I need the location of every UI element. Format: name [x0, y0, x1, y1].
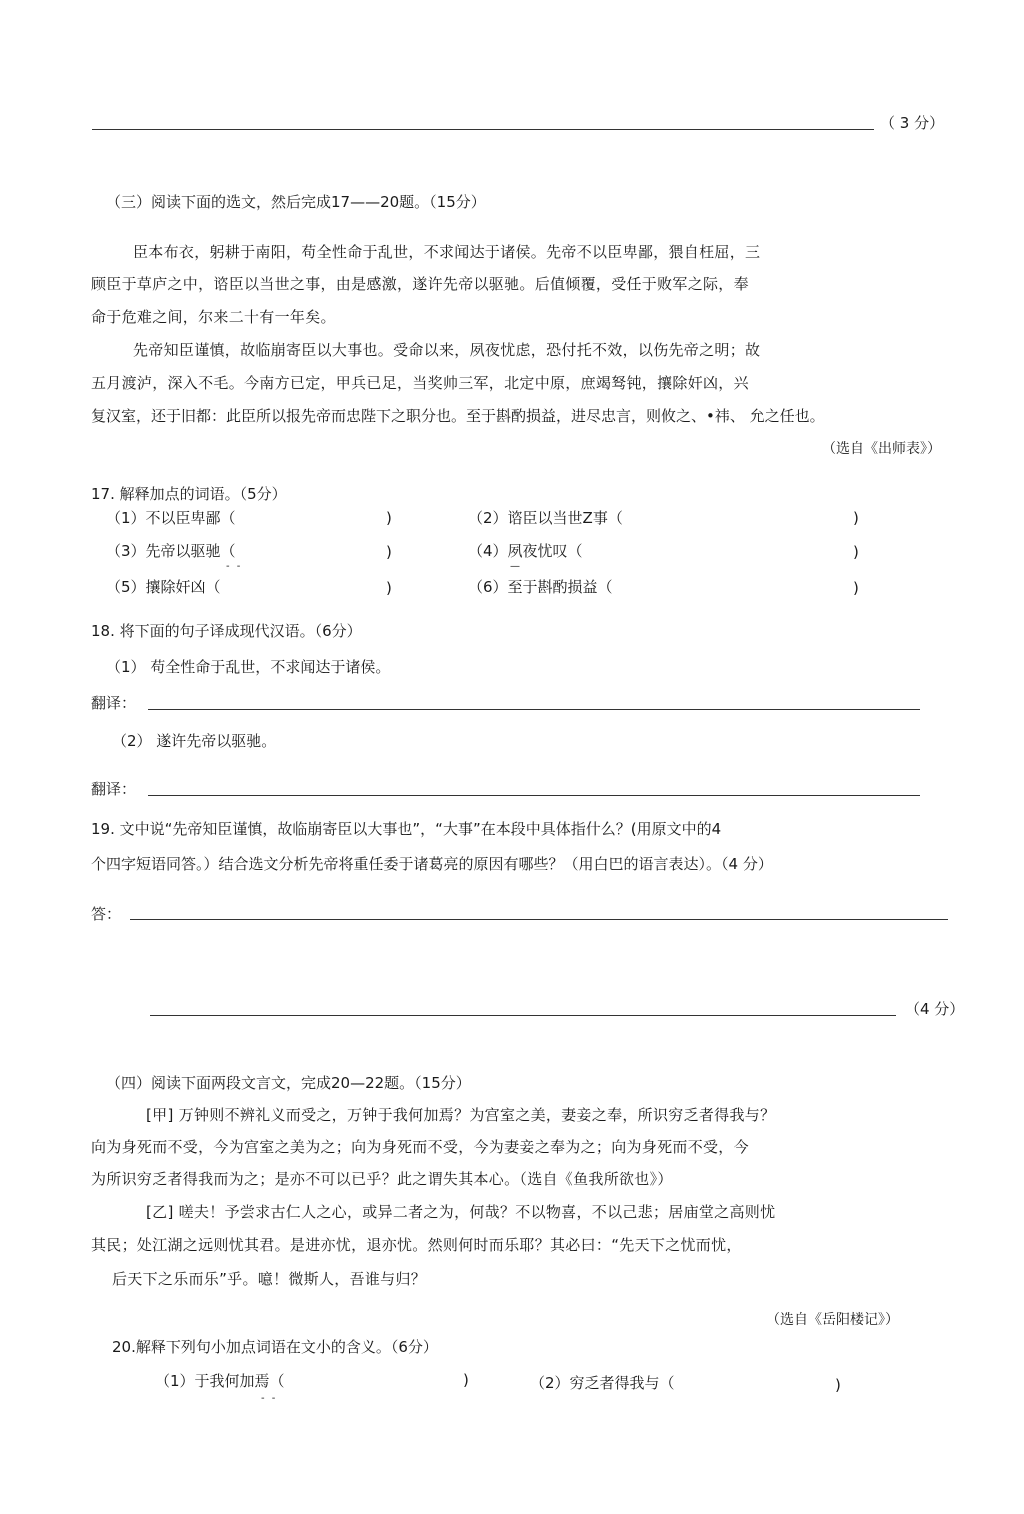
q17-item-2: （2）谘臣以当世Z事（	[468, 509, 623, 527]
q17-title: 17. 解释加点的词语。（5分）	[91, 485, 287, 503]
q18-sentence-2: （2） 遂许先帝以驱驰。	[112, 732, 277, 750]
translation-label-1: 翻译：	[91, 694, 137, 712]
section3-heading: （三）阅读下面的选文，然后完成17——20题。（15分）	[106, 193, 486, 211]
answer-line-2[interactable]	[150, 1015, 896, 1016]
translation-line-1[interactable]	[148, 709, 920, 710]
q20-item-1: （1）于我何加焉（	[155, 1372, 285, 1390]
q17-item-1: （1）不以臣卑鄙（	[106, 509, 236, 527]
q20-close-2: )	[835, 1376, 841, 1394]
passage-jia-line: [甲] 万钟则不辨礼义而受之，万钟于我何加焉？为宫室之美，妻妾之奉，所识穷乏者得我与？	[146, 1106, 776, 1124]
section4-heading: （四）阅读下面两段文言文，完成20—22题。（15分）	[106, 1074, 471, 1092]
passage-jia-line: 为所识穷乏者得我而为之；是亦不可以已乎？此之谓失其本心。（选自《鱼我所欲也》）	[91, 1170, 673, 1188]
q17-close-2: )	[853, 509, 859, 527]
q17-close-3: )	[386, 543, 392, 561]
q19-score: （4 分）	[905, 1000, 965, 1018]
passage1-line: 命于危难之间，尔来二十有一年矣。	[91, 308, 336, 326]
translation-line-2[interactable]	[148, 795, 920, 796]
q19-line-1: 19. 文中说“先帝知臣谨慎，故临崩寄臣以大事也”，“大事”在本段中具体指什么？(用原文中的4	[91, 820, 722, 838]
emphasis-dots: - -	[226, 561, 243, 572]
passage2-line: 先帝知臣谨慎，故临崩寄臣以大事也。受命以来，夙夜忧虑，恐付托不效，以伤先帝之明；故	[133, 341, 761, 359]
q17-item-6: （6）至于斟酌损益（	[468, 578, 613, 596]
emphasis-dots: —	[510, 561, 522, 572]
q17-close-4: )	[853, 543, 859, 561]
answer-label: 答：	[91, 905, 122, 923]
q17-close-6: )	[853, 579, 859, 597]
answer-line-top	[92, 129, 874, 130]
q17-item-5: （5）攘除奸凶（	[106, 578, 221, 596]
translation-label-2: 翻译：	[91, 780, 137, 798]
source-chushibiao: （选自《出师表》）	[822, 441, 941, 457]
q18-sentence-1: （1） 苟全性命于乱世，不求闻达于诸侯。	[106, 658, 391, 676]
passage1-line: 臣本布衣，躬耕于南阳，苟全性命于乱世，不求闻达于诸侯。先帝不以臣卑鄙，猥自枉屈，三	[133, 243, 761, 261]
passage-yi-line: 后天下之乐而乐”乎。噫！微斯人，吾谁与归？	[112, 1270, 427, 1288]
passage2-line: 五月渡泸，深入不毛。今南方已定，甲兵已足，当奖帅三军，北定中原，庶竭驽钝，攘除奸凶，兴	[91, 374, 749, 392]
q17-close-5: )	[386, 579, 392, 597]
q17-close-1: )	[386, 509, 392, 527]
q20-title: 20.解释下列句小加点词语在文小的含义。（6分）	[112, 1338, 438, 1356]
emphasis-dots: - -	[261, 1393, 278, 1404]
q17-item-4: （4）夙夜忧叹（	[468, 542, 583, 560]
q18-title: 18. 将下面的句子译成现代汉语。（6分）	[91, 622, 362, 640]
q19-line-2: 个四字短语同答。）结合选文分析先帝将重任委于诸葛亮的原因有哪些？（用白巴的语言表达）。（4 分）	[91, 855, 773, 873]
source-yueyanglouji: （选自《岳阳楼记》）	[766, 1312, 899, 1328]
passage2-line: 复汉室，还于旧都：此臣所以报先帝而忠陛下之职分也。至于斟酌损益，进尽忠言，则攸之、•祎、 允之任也。	[91, 407, 825, 425]
passage-yi-line: 其民；处江湖之远则忧其君。是进亦忧，退亦忧。然则何时而乐耶？其必曰：“先天下之忧而忧，	[91, 1236, 742, 1254]
passage-jia-line: 向为身死而不受，今为宫室之美为之；向为身死而不受，今为妻妾之奉为之；向为身死而不受，今	[91, 1138, 749, 1156]
q17-item-3: （3）先帝以驱驰（	[106, 542, 236, 560]
score-top: （ 3 分）	[880, 114, 945, 132]
answer-line-1[interactable]	[130, 919, 948, 920]
passage1-line: 顾臣于草庐之中，谘臣以当世之事，由是感激，遂许先帝以驱驰。后值倾覆，受任于败军之际，奉	[91, 275, 749, 293]
q20-item-2: （2）穷乏者得我与（	[530, 1374, 675, 1392]
passage-yi-line: [乙] 嗟夫！予尝求古仁人之心，或异二者之为，何哉？不以物喜，不以己悲；居庙堂之高则忧	[146, 1203, 776, 1221]
q20-close-1: )	[463, 1371, 469, 1389]
